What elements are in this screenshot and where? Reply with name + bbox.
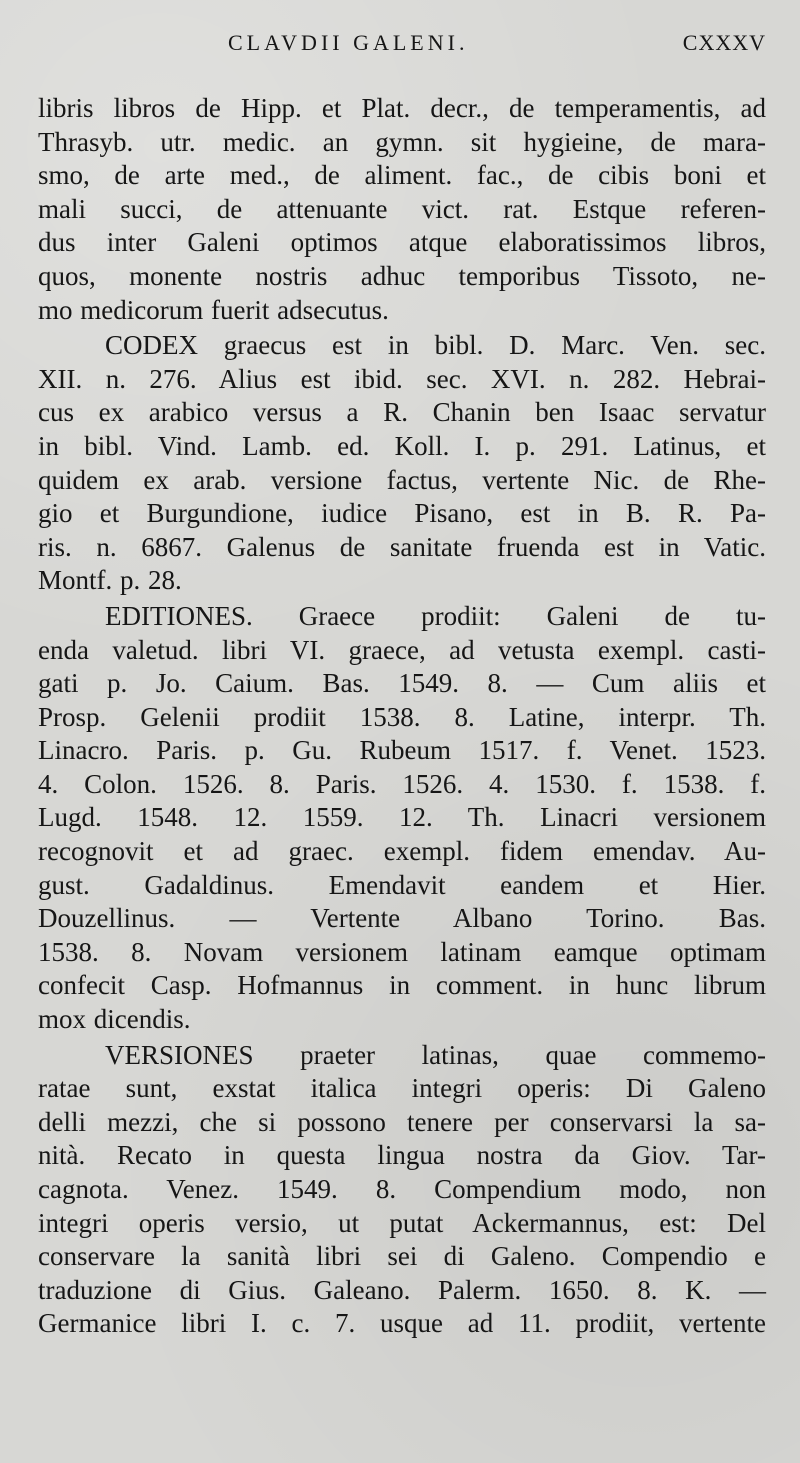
text-line: Montf. p. 28. xyxy=(38,565,182,596)
text-line: traduzione di Gius. Galeano. Palerm. 1650. 8. K. — xyxy=(38,1274,766,1305)
text-line: nità. Recato in questa lingua nostra da Giov. Tar- xyxy=(38,1140,766,1171)
text-line: VERSIONES praeter latinas, quae commemo- xyxy=(105,1039,766,1070)
text-line: mali succi, de attenuante vict. rat. Estque referen- xyxy=(38,193,766,224)
text-line: CODEX graecus est in bibl. D. Marc. Ven. sec. xyxy=(105,330,766,361)
text-line: confecit Casp. Hofmannus in comment. in hunc librum xyxy=(38,970,766,1001)
text-line: Prosp. Gelenii prodiit 1538. 8. Latine, interpr. Th. xyxy=(38,701,766,732)
text-line: cagnota. Venez. 1549. 8. Compendium modo, non xyxy=(38,1174,766,1204)
body-text xyxy=(38,92,766,1341)
running-head-title: CLAVDII GALENI. xyxy=(228,30,469,55)
text-line: cus ex arabico versus a R. Chanin ben Isaac servatur xyxy=(38,397,766,428)
text-line: smo, de arte med., de aliment. fac., de cibis boni et xyxy=(38,160,766,191)
text-line: 1538. 8. Novam versionem latinam eamque optimam xyxy=(38,936,766,967)
text-line: dus inter Galeni optimos atque elaboratissimos libros, xyxy=(38,227,766,258)
text-line: gati p. Jo. Caium. Bas. 1549. 8. — Cum aliis et xyxy=(38,668,766,699)
text-line: gio et Burgundione, iudice Pisano, est in B. R. Pa- xyxy=(38,498,766,529)
text-line: enda valetud. libri VI. graece, ad vetusta exempl. casti- xyxy=(38,634,766,665)
text-line: recognovit et ad graec. exempl. fidem emendav. Au- xyxy=(38,836,766,867)
text-line: conservare la sanità libri sei di Galeno. Compendio e xyxy=(38,1241,766,1272)
paragraph-intro xyxy=(38,92,766,327)
text-line: quidem ex arab. versione factus, vertente Nic. de Rhe- xyxy=(38,464,766,495)
text-line: Thrasyb. utr. medic. an gymn. sit hygieine, de mara- xyxy=(38,126,766,157)
text-line: XII. n. 276. Alius est ibid. sec. XVI. n. 282. Hebrai- xyxy=(38,363,766,394)
text-line: Linacro. Paris. p. Gu. Rubeum 1517. f. Venet. 1523. xyxy=(38,735,766,766)
text-line: 4. Colon. 1526. 8. Paris. 1526. 4. 1530. f. 1538. f. xyxy=(38,768,766,799)
paragraph-versiones xyxy=(38,1039,766,1341)
running-head xyxy=(38,0,766,92)
text-line: quos, monente nostris adhuc temporibus Tissoto, ne- xyxy=(38,260,766,291)
paragraph-editiones xyxy=(38,600,766,1037)
text-line: mo medicorum fuerit adsecutus. xyxy=(38,294,389,325)
text-line: EDITIONES. Graece prodiit: Galeni de tu- xyxy=(105,600,766,631)
page-number: CXXXV xyxy=(682,30,766,55)
paragraph-codex xyxy=(38,329,766,598)
text-line: Germanice libri I. c. 7. usque ad 11. prodiit, vertente xyxy=(38,1308,766,1339)
text-line: mox dicendis. xyxy=(38,1004,191,1035)
text-line: gust. Gadaldinus. Emendavit eandem et Hier. xyxy=(38,869,766,900)
text-line: delli mezzi, che si possono tenere per conservarsi la sa- xyxy=(38,1106,766,1137)
text-line: Lugd. 1548. 12. 1559. 12. Th. Linacri versionem xyxy=(38,802,766,833)
text-line: ris. n. 6867. Galenus de sanitate fruenda est in Vatic. xyxy=(38,531,766,562)
text-line: Douzellinus. — Vertente Albano Torino. Bas. xyxy=(38,903,766,934)
text-line: ratae sunt, exstat italica integri operis: Di Galeno xyxy=(38,1073,766,1104)
text-line: integri operis versio, ut putat Ackermannus, est: Del xyxy=(38,1207,766,1238)
text-line: libris libros de Hipp. et Plat. decr., de temperamentis, ad xyxy=(38,93,766,123)
text-line: in bibl. Vind. Lamb. ed. Koll. I. p. 291. Latinus, et xyxy=(38,430,766,461)
